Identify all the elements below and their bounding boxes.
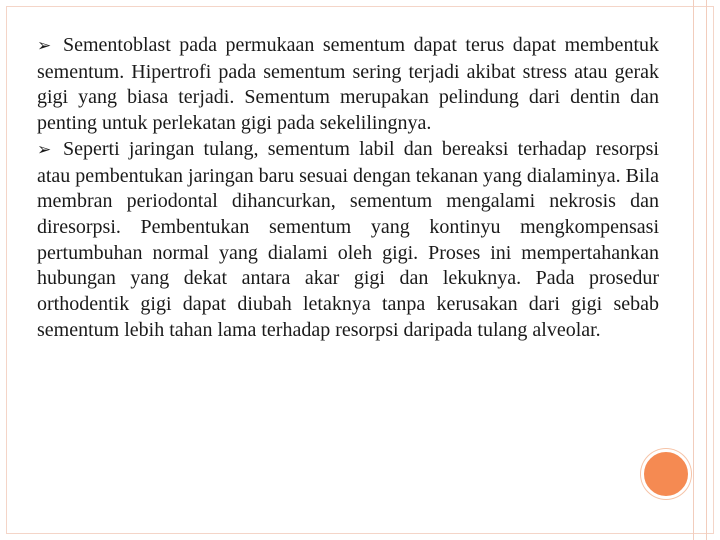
bullet-paragraph-2: [37, 137, 659, 344]
bullet-text-1: Sementoblast pada permukaan sementum dapat terus dapat membentuk sementum. Hipertrofi pada sementum sering terjadi akibat stress atau gerak gigi yang biasa terjadi. Sementum merupakan pelindung dari dentin dan penting untuk perlekatan gigi pada sekelilingnya.: [37, 34, 659, 135]
decorative-rule-right: [706, 0, 707, 540]
bullet-text-2: Seperti jaringan tulang, sementum labil dan bereaksi terhadap resorpsi atau pembentukan jaringan baru sesuai dengan tekanan yang dialaminya. Bila membran periodontal dihancurkan, sementum mengalami nekrosis dan diresorpsi. Pembentukan sementum yang kontinyu mengkompensasi pertumbuhan normal yang dialami oleh gigi. Proses ini mempertahankan hubungan yang dekat antara akar gigi dan lekuknya. Pada prosedur orthodentik gigi dapat diubah letaknya tanpa kerusakan dari gigi sebab sementum lebih tahan lama terhadap resorpsi daripada tulang alveolar.: [37, 137, 660, 341]
arrow-bullet-icon: ➢: [37, 139, 52, 160]
bullet-paragraph-1: [37, 33, 659, 137]
decorative-rule-left: [693, 0, 694, 540]
arrow-bullet-icon: ➢: [37, 36, 52, 56]
slide-body: [37, 33, 659, 343]
decorative-circle-icon: [641, 449, 691, 499]
